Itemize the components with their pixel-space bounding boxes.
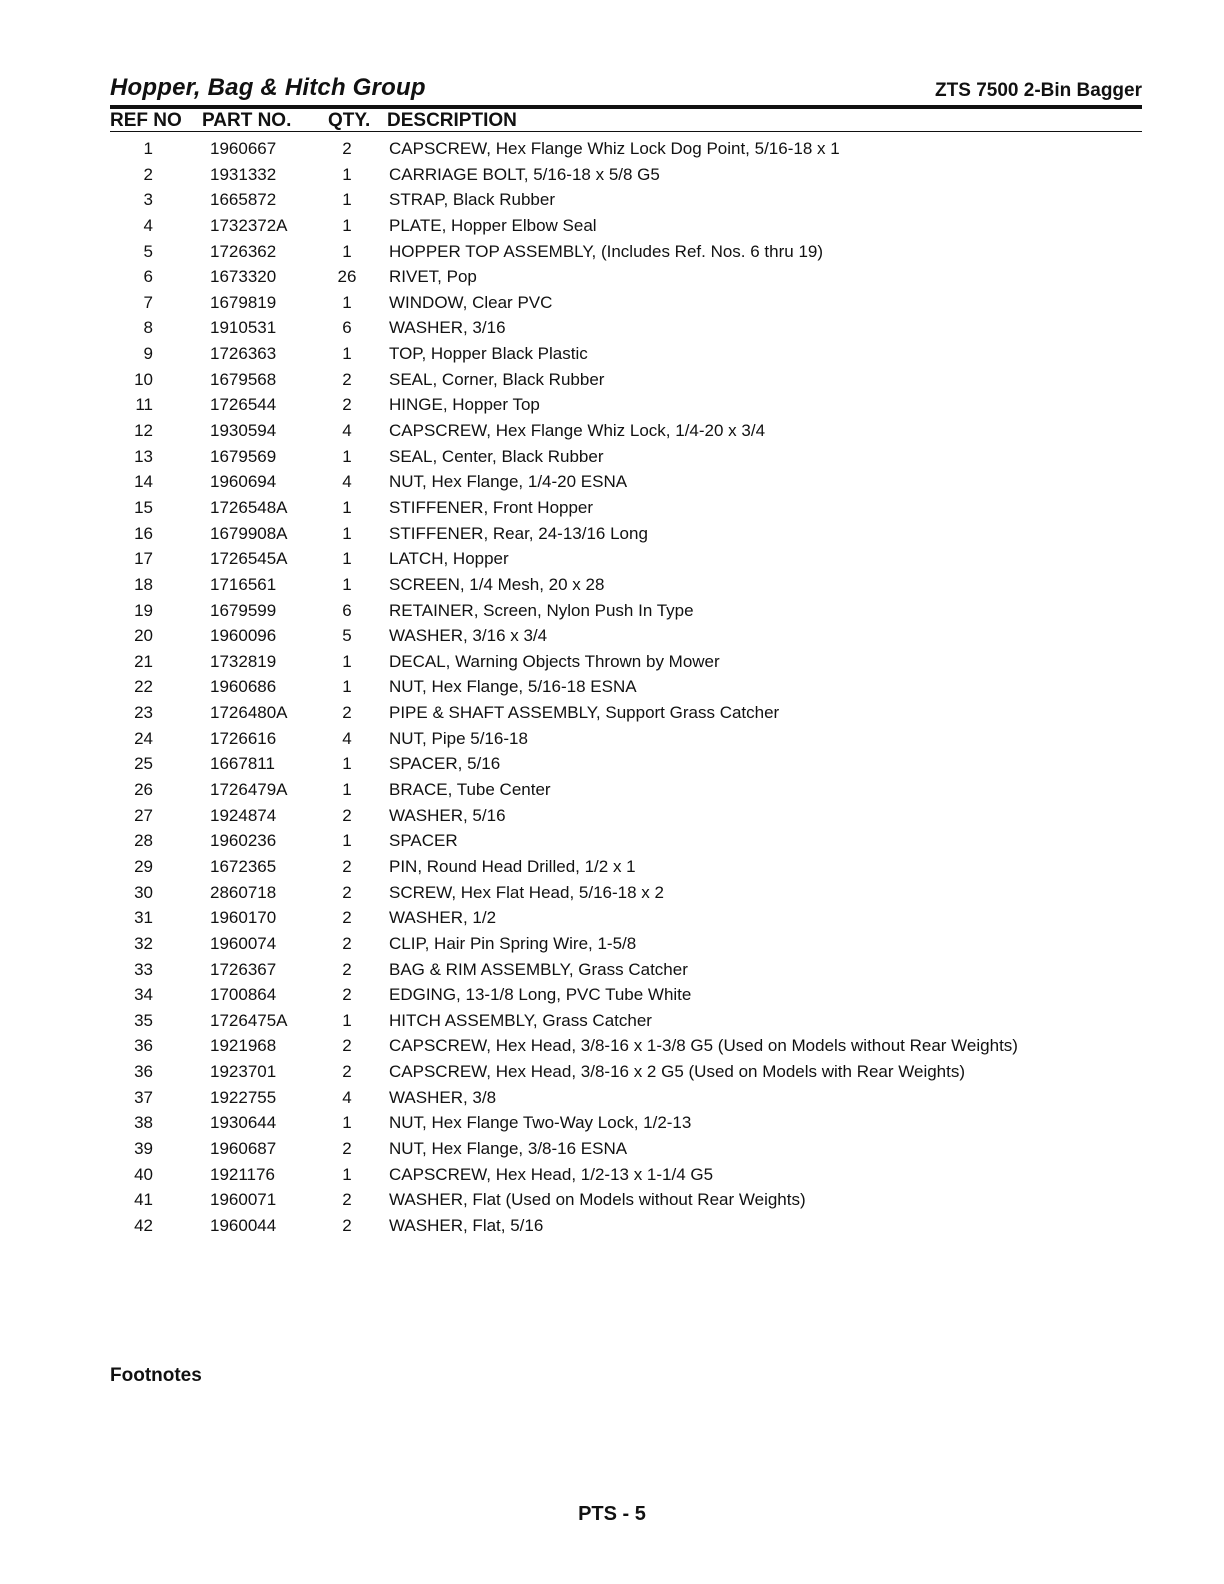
table-row — [110, 880, 1142, 906]
cell-qty: 1 — [342, 677, 352, 697]
cell-ref-no: 4 — [143, 215, 153, 235]
cell-ref-no: 2 — [143, 164, 153, 184]
cell-part-no: 1960096 — [210, 626, 277, 646]
cell-ref-no: 26 — [134, 780, 153, 800]
column-header-part-no: PART NO. — [202, 110, 292, 131]
cell-description: WASHER, 1/2 — [389, 908, 497, 928]
cell-part-no: 1960170 — [210, 908, 277, 928]
cell-description: STRAP, Black Rubber — [389, 190, 555, 210]
cell-qty: 2 — [342, 1215, 352, 1235]
cell-qty: 4 — [342, 472, 352, 492]
cell-part-no: 1679569 — [210, 446, 277, 466]
table-row — [110, 1059, 1142, 1085]
cell-part-no: 1726544 — [210, 395, 277, 415]
cell-part-no: 1700864 — [210, 985, 277, 1005]
cell-description: WASHER, Flat (Used on Models without Rear Weights) — [389, 1190, 806, 1210]
cell-description: HITCH ASSEMBLY, Grass Catcher — [389, 1010, 652, 1030]
table-row — [110, 957, 1142, 983]
cell-description: NUT, Hex Flange, 5/16-18 ESNA — [389, 677, 637, 697]
cell-ref-no: 7 — [143, 292, 153, 312]
cell-qty: 1 — [342, 549, 352, 569]
cell-part-no: 1960236 — [210, 831, 277, 851]
column-header-ref-no: REF NO — [110, 110, 182, 131]
cell-ref-no: 18 — [134, 574, 153, 594]
header-divider — [110, 105, 1142, 109]
cell-ref-no: 38 — [134, 1113, 153, 1133]
cell-qty: 4 — [342, 728, 352, 748]
cell-part-no: 1726367 — [210, 959, 277, 979]
table-row — [110, 162, 1142, 188]
cell-description: CAPSCREW, Hex Head, 3/8-16 x 2 G5 (Used on Models with Rear Weights) — [389, 1062, 966, 1082]
cell-description: CARRIAGE BOLT, 5/16-18 x 5/8 G5 — [389, 164, 660, 184]
cell-ref-no: 9 — [143, 344, 153, 364]
cell-qty: 2 — [342, 959, 352, 979]
cell-part-no: 1726475A — [210, 1010, 288, 1030]
cell-ref-no: 5 — [143, 241, 153, 261]
table-row — [110, 136, 1142, 162]
cell-part-no: 1960667 — [210, 139, 277, 158]
cell-ref-no: 11 — [135, 395, 153, 415]
cell-qty: 1 — [342, 164, 352, 184]
cell-part-no: 1960686 — [210, 677, 277, 697]
cell-ref-no: 30 — [134, 882, 153, 902]
cell-part-no: 1960687 — [210, 1138, 277, 1158]
cell-part-no: 1960074 — [210, 933, 277, 953]
table-row — [110, 649, 1142, 675]
cell-description: PIN, Round Head Drilled, 1/2 x 1 — [389, 856, 636, 876]
cell-ref-no: 16 — [134, 523, 153, 543]
cell-part-no: 1679568 — [210, 369, 277, 389]
cell-qty: 1 — [342, 831, 352, 851]
cell-ref-no: 27 — [134, 805, 153, 825]
cell-qty: 1 — [342, 754, 352, 774]
table-row — [110, 1213, 1142, 1239]
cell-description: PIPE & SHAFT ASSEMBLY, Support Grass Catcher — [389, 703, 780, 723]
cell-qty: 2 — [342, 1062, 352, 1082]
table-row — [110, 700, 1142, 726]
cell-qty: 5 — [342, 626, 352, 646]
table-row — [110, 982, 1142, 1008]
cell-qty: 1 — [342, 780, 352, 800]
table-row — [110, 213, 1142, 239]
cell-qty: 2 — [342, 139, 352, 158]
table-row — [110, 777, 1142, 803]
cell-description: BRACE, Tube Center — [389, 780, 551, 800]
cell-ref-no: 24 — [134, 728, 153, 748]
cell-part-no: 1716561 — [210, 574, 277, 594]
cell-ref-no: 3 — [143, 190, 153, 210]
cell-part-no: 1726616 — [210, 728, 277, 748]
cell-qty: 4 — [342, 421, 352, 441]
cell-part-no: 1679599 — [210, 600, 277, 620]
page-title: Hopper, Bag & Hitch Group — [110, 74, 426, 101]
page-number: PTS - 5 — [578, 1503, 646, 1525]
cell-ref-no: 23 — [134, 703, 153, 723]
cell-description: WASHER, 3/16 x 3/4 — [389, 626, 548, 646]
cell-qty: 1 — [342, 1113, 352, 1133]
model-name: ZTS 7500 2-Bin Bagger — [935, 80, 1142, 101]
cell-ref-no: 36 — [134, 1036, 153, 1056]
column-header-divider — [110, 131, 1142, 132]
table-row — [110, 495, 1142, 521]
cell-description: WINDOW, Clear PVC — [389, 292, 553, 312]
cell-qty: 4 — [342, 1087, 352, 1107]
table-row — [110, 1136, 1142, 1162]
table-row — [110, 392, 1142, 418]
column-header-qty: QTY. — [328, 110, 371, 131]
cell-qty: 2 — [342, 1036, 352, 1056]
cell-ref-no: 6 — [143, 267, 153, 287]
cell-part-no: 1732372A — [210, 215, 288, 235]
cell-ref-no: 25 — [134, 754, 153, 774]
cell-ref-no: 12 — [134, 421, 153, 441]
table-row — [110, 828, 1142, 854]
cell-ref-no: 34 — [134, 985, 153, 1005]
table-row — [110, 1187, 1142, 1213]
cell-ref-no: 10 — [134, 369, 153, 389]
cell-ref-no: 37 — [134, 1087, 153, 1107]
cell-description: NUT, Hex Flange Two-Way Lock, 1/2-13 — [389, 1113, 692, 1133]
table-row — [110, 905, 1142, 931]
cell-description: CAPSCREW, Hex Flange Whiz Lock Dog Point, 5/16-18 x 1 — [389, 139, 840, 158]
table-row — [110, 1110, 1142, 1136]
table-row — [110, 623, 1142, 649]
cell-qty: 2 — [342, 703, 352, 723]
cell-description: RETAINER, Screen, Nylon Push In Type — [389, 600, 694, 620]
cell-description: NUT, Hex Flange, 3/8-16 ESNA — [389, 1138, 628, 1158]
cell-part-no: 1726362 — [210, 241, 277, 261]
table-row — [110, 1008, 1142, 1034]
cell-ref-no: 21 — [134, 651, 153, 671]
cell-part-no: 1732819 — [210, 651, 277, 671]
cell-part-no: 1930594 — [210, 421, 277, 441]
cell-qty: 2 — [342, 805, 352, 825]
cell-description: WASHER, 3/8 — [389, 1087, 497, 1107]
table-row — [110, 444, 1142, 470]
cell-description: WASHER, 5/16 — [389, 805, 506, 825]
cell-part-no: 1665872 — [210, 190, 277, 210]
cell-qty: 2 — [342, 985, 352, 1005]
cell-ref-no: 29 — [134, 856, 153, 876]
cell-description: WASHER, 3/16 — [389, 318, 506, 338]
parts-table — [110, 136, 1142, 1239]
cell-part-no: 1726363 — [210, 344, 277, 364]
cell-qty: 26 — [337, 267, 357, 287]
cell-qty: 1 — [342, 241, 352, 261]
cell-ref-no: 8 — [143, 318, 153, 338]
cell-qty: 2 — [342, 908, 352, 928]
table-row — [110, 751, 1142, 777]
cell-ref-no: 20 — [134, 626, 153, 646]
table-row — [110, 187, 1142, 213]
cell-part-no: 1672365 — [210, 856, 277, 876]
cell-description: CAPSCREW, Hex Head, 1/2-13 x 1-1/4 G5 — [389, 1164, 714, 1184]
cell-part-no: 1679819 — [210, 292, 277, 312]
table-row — [110, 341, 1142, 367]
cell-ref-no: 22 — [134, 677, 153, 697]
cell-ref-no: 33 — [134, 959, 153, 979]
cell-ref-no: 19 — [134, 600, 153, 620]
cell-description: CAPSCREW, Hex Head, 3/8-16 x 1-3/8 G5 (Used on Models without Rear Weights) — [389, 1036, 1018, 1056]
cell-description: SCREEN, 1/4 Mesh, 20 x 28 — [389, 574, 605, 594]
cell-description: SPACER, 5/16 — [389, 754, 501, 774]
table-row — [110, 264, 1142, 290]
cell-qty: 2 — [342, 1138, 352, 1158]
cell-description: SEAL, Corner, Black Rubber — [389, 369, 605, 389]
table-row — [110, 367, 1142, 393]
cell-description: PLATE, Hopper Elbow Seal — [389, 215, 597, 235]
cell-ref-no: 31 — [134, 908, 153, 928]
table-row — [110, 726, 1142, 752]
cell-ref-no: 1 — [143, 139, 153, 158]
cell-qty: 6 — [342, 600, 352, 620]
cell-qty: 1 — [342, 1164, 352, 1184]
cell-description: HOPPER TOP ASSEMBLY, (Includes Ref. Nos. 6 thru 19) — [389, 241, 824, 261]
table-row — [110, 598, 1142, 624]
cell-description: CLIP, Hair Pin Spring Wire, 1-5/8 — [389, 933, 637, 953]
cell-ref-no: 41 — [134, 1190, 153, 1210]
cell-qty: 2 — [342, 395, 352, 415]
cell-ref-no: 15 — [134, 497, 153, 517]
cell-part-no: 1921968 — [210, 1036, 277, 1056]
cell-part-no: 1726480A — [210, 703, 288, 723]
cell-description: BAG & RIM ASSEMBLY, Grass Catcher — [389, 959, 688, 979]
cell-part-no: 1667811 — [210, 754, 275, 774]
cell-qty: 1 — [342, 215, 352, 235]
table-row — [110, 418, 1142, 444]
table-row — [110, 931, 1142, 957]
cell-qty: 2 — [342, 856, 352, 876]
cell-part-no: 1910531 — [210, 318, 277, 338]
cell-description: STIFFENER, Front Hopper — [389, 497, 594, 517]
cell-qty: 1 — [342, 446, 352, 466]
cell-ref-no: 39 — [134, 1138, 153, 1158]
cell-description: STIFFENER, Rear, 24-13/16 Long — [389, 523, 648, 543]
cell-part-no: 1726548A — [210, 497, 288, 517]
cell-qty: 1 — [342, 497, 352, 517]
cell-ref-no: 35 — [134, 1010, 153, 1030]
cell-part-no: 1726545A — [210, 549, 288, 569]
cell-qty: 1 — [342, 1010, 352, 1030]
cell-description: TOP, Hopper Black Plastic — [389, 344, 588, 364]
cell-part-no: 1726479A — [210, 780, 288, 800]
cell-ref-no: 40 — [134, 1164, 153, 1184]
table-row — [110, 572, 1142, 598]
cell-description: SPACER — [389, 831, 458, 851]
cell-description: NUT, Pipe 5/16-18 — [389, 728, 528, 748]
cell-part-no: 1931332 — [210, 164, 277, 184]
cell-qty: 1 — [342, 190, 352, 210]
table-row — [110, 546, 1142, 572]
cell-ref-no: 28 — [134, 831, 153, 851]
table-row — [110, 315, 1142, 341]
cell-part-no: 2860718 — [210, 882, 277, 902]
cell-qty: 2 — [342, 369, 352, 389]
cell-part-no: 1960044 — [210, 1215, 277, 1235]
table-row — [110, 469, 1142, 495]
cell-qty: 2 — [342, 882, 352, 902]
cell-qty: 1 — [342, 651, 352, 671]
cell-description: DECAL, Warning Objects Thrown by Mower — [389, 651, 720, 671]
table-row — [110, 290, 1142, 316]
cell-description: EDGING, 13-1/8 Long, PVC Tube White — [389, 985, 692, 1005]
cell-description: SCREW, Hex Flat Head, 5/16-18 x 2 — [389, 882, 664, 902]
cell-qty: 1 — [342, 344, 352, 364]
cell-part-no: 1922755 — [210, 1087, 277, 1107]
cell-ref-no: 36 — [134, 1062, 153, 1082]
table-row — [110, 1085, 1142, 1111]
cell-part-no: 1960694 — [210, 472, 277, 492]
table-row — [110, 239, 1142, 265]
cell-ref-no: 32 — [134, 933, 153, 953]
cell-part-no: 1924874 — [210, 805, 277, 825]
cell-qty: 1 — [342, 574, 352, 594]
cell-qty: 2 — [342, 1190, 352, 1210]
cell-part-no: 1673320 — [210, 267, 277, 287]
cell-part-no: 1930644 — [210, 1113, 277, 1133]
cell-qty: 2 — [342, 933, 352, 953]
page-header — [110, 74, 1142, 104]
table-row — [110, 521, 1142, 547]
footnotes-heading: Footnotes — [110, 1365, 202, 1386]
table-row — [110, 854, 1142, 880]
cell-part-no: 1923701 — [210, 1062, 277, 1082]
table-row — [110, 1162, 1142, 1188]
table-row — [110, 674, 1142, 700]
column-header-description: DESCRIPTION — [387, 110, 517, 131]
cell-ref-no: 17 — [134, 549, 153, 569]
cell-ref-no: 14 — [134, 472, 153, 492]
cell-description: HINGE, Hopper Top — [389, 395, 540, 415]
cell-ref-no: 13 — [134, 446, 153, 466]
cell-description: WASHER, Flat, 5/16 — [389, 1215, 544, 1235]
cell-qty: 1 — [342, 523, 352, 543]
table-row — [110, 803, 1142, 829]
cell-description: LATCH, Hopper — [389, 549, 509, 569]
cell-description: CAPSCREW, Hex Flange Whiz Lock, 1/4-20 x 3/4 — [389, 421, 766, 441]
cell-part-no: 1921176 — [210, 1164, 275, 1184]
cell-part-no: 1960071 — [210, 1190, 277, 1210]
cell-qty: 1 — [342, 292, 352, 312]
cell-description: NUT, Hex Flange, 1/4-20 ESNA — [389, 472, 628, 492]
cell-description: SEAL, Center, Black Rubber — [389, 446, 604, 466]
cell-qty: 6 — [342, 318, 352, 338]
cell-part-no: 1679908A — [210, 523, 288, 543]
cell-ref-no: 42 — [134, 1215, 153, 1235]
column-header-row — [110, 110, 1142, 132]
table-row — [110, 1033, 1142, 1059]
cell-description: RIVET, Pop — [389, 267, 477, 287]
